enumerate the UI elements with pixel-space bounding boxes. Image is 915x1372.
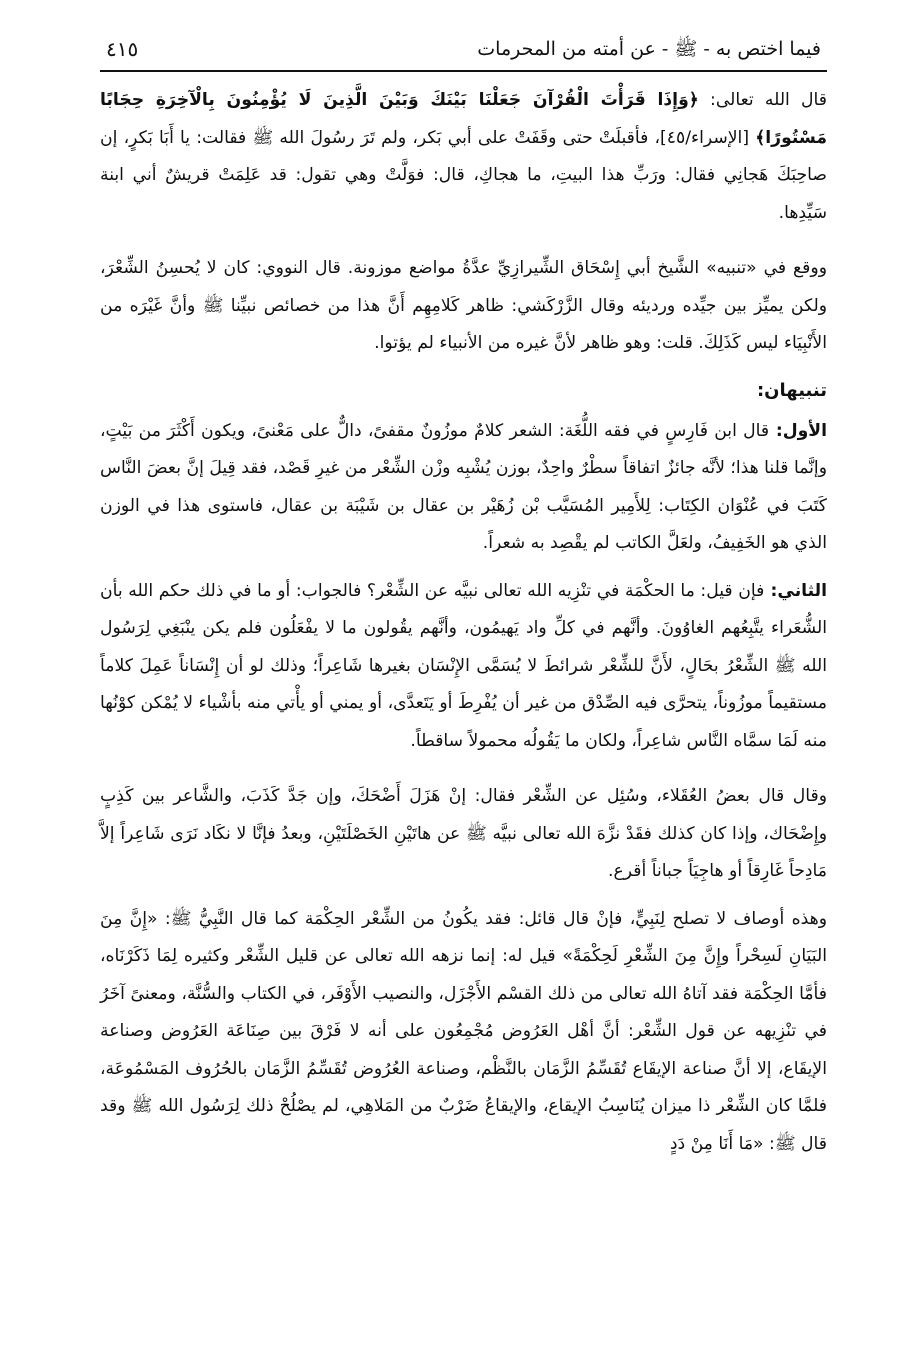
note-second	[100, 573, 827, 761]
page-number: ٤١٥	[106, 37, 139, 61]
header-divider	[100, 70, 827, 72]
quran-verse: ﴿وَإِذَا قَرَأْتَ الْقُرْآنَ جَعَلْنَا بَيْنَكَ وَبَيْنَ الَّذِينَ لَا يُؤْمِنُونَ بِالْآخِرَةِ حِجَابًا مَسْتُورًا﴾	[100, 90, 827, 148]
paragraph-wise-men: وقال قال بعضُ العُقَلاء، وسُئِل عن الشِّعْر فقال: إنْ هَزَلَ أَضْحَكَ، وإن جَدَّ كَذَبَ، والشَّاعر بين كَذِبٍ وإِضْحَاك، وإذا كان كذلك فقَدْ نزَّهَ الله تعالى نبيَّه ﷺ عن هاتَيْنِ الخَصْلَتَيْنِ، وبعدُ فإنَّا لا نكَاد نَرَى شَاعِراً إلاَّ مَادِحاً غَارِقاً أو هاجِيَاً جباناً أقرع.	[100, 786, 827, 881]
note-second-text: فإن قيل: ما الحكْمَة في تنْزِيه الله تعالى نبيَّه عن الشِّعْر؟ فالجواب: أو ما في ذلك حكم الله بأن الشُّعَراء يتَّبِعُهم الغاوُونَ. وأنَّهم في كلِّ واد يَهيمُون، وأنَّهم يقُولون ما لا يفْعَلُون فلم يكن ينْبَغِي لِرَسُول الله ﷺ الشِّعْرُ بحَالٍ، لأَنَّ للشِّعْر شرائطَ لا يُسَمَّى الإِنْسَان بغيرها شَاعِراً؛ وذلك لو أن إِنْسَاناً عَمِلَ كلاماً مستقيماً موزُوناً، يتحرَّى فيه الصِّدْق من غير أن يُفْرِطَ أو يَتَعدَّى، أو يمني أو يأْتي منه بأشْياء لا يُمْكن كوْنُها منه لَمَا سمَّاه النَّاس شاعِراً، ولكان ما يَقُولُه محمولاً ساقطاً.	[100, 580, 827, 751]
note-first	[100, 413, 827, 563]
paragraph-quran-verse	[100, 82, 827, 232]
paragraph-tanbih: ووقع في «تنبيه» الشَّيخ أبي إِسْحَاق الشِّيرازِيِّ عدَّةُ مواضع موزونة. قال النووي: كان لا يُحسِنُ الشِّعْرَ، ولكن يميِّز بين جيِّده ورديئه وقال الزَّرْكَشي: ظاهر كَلامِهِم أَنَّ هذا من خصائص نبيِّنا ﷺ وأنَّ غَيْرَه من الأَنْبِيَاء ليس كَذَلِكَ. قلت: وهو ظاهر لأنَّ غيره من الأنبياء لم يؤتوا.	[100, 258, 827, 353]
body-text	[100, 82, 827, 1163]
verse-intro: قال الله تعالى:	[698, 90, 827, 110]
note-first-text: قال ابن فَارِسٍ في فقه اللُّغَة: الشعر كلامٌ موزُونٌ مقفىً، دالٌّ على مَعْنىً، ويكون أَكْثَرَ من بَيْتٍ، وإنَّما قلنا هذا؛ لأنَّه جائزٌ اتفاقاً سطْرٌ واحِدٌ، بوزن يُشْبِه وزْن الشِّعْر من غيرِ قَصْد، فقد قِيلَ إنَّ بعضَ النَّاس كَتَبَ في عُنْوَان الكِتَاب: لِلأَمِير المُسَيَّب بْن زُهَيْر بن عقال بن شَيْبَة بن عقال، فاستوى هذا في الوزن الذي هو الخَفِيفُ، ولعَلَّ الكاتب لم يقْصِد به شعراً.	[100, 420, 827, 553]
section-heading: تنبيهان:	[756, 379, 827, 401]
note-first-label: الأول:	[769, 420, 827, 441]
paragraph-prosody: وهذه أوصاف لا تصلح لِنَبِيٍّ، فإنْ قال قائل: فقد يكُونُ من الشِّعْر الحِكْمَة كما قال النَّبِيُّ ﷺ: «إِنَّ مِنَ البَيَانِ لَسِحْراً وإِنَّ مِنَ الشِّعْرِ لَحِكْمَةً» قيل له: إنما نزهه الله تعالى عن قليل الشِّعْر وكثيره لِمَا ذَكَرْنَاه، فأمَّا الحِكْمَة فقد آتاهُ الله تعالى من ذلك القسْم الأَجْزَل، والنصيب الأَوْفَر، في الكتاب والسُّنَّة، ومعنىً آخَرُ في تنْزِيهه عن قول الشِّعْر: أنَّ أهْل العَرُوض مُجْمِعُون على أنه لا فَرْقَ بين صِنَاعَة العَرُوض وصناعة الإيقَاع، إلا أنَّ صناعة الإيقَاع تُقَسِّمُ الزَّمَان بالنَّظْم، وصناعة العُرُوض تُقَسِّمُ الزَّمَان بالحُرُوف المَسْمُوعَة، فلمَّا كان الشِّعْر ذا ميزان يُنَاسِبُ الإيقاع، والإيقاعُ ضَرْبٌ من المَلاهِي، لم يصْلُحْ ذلك لِرَسُول الله ﷺ وقد قال ﷺ: «مَا أَنَا مِنْ دَدٍ	[100, 908, 827, 1154]
header-title: فيما اختص به - ﷺ - عن أمته من المحرمات	[477, 38, 821, 60]
note-second-label: الثاني:	[764, 580, 827, 601]
verse-continuation: [الإسراء/٤٥]، فأقبلَتْ حتى وقَفَتْ على أبي بَكر، ولم تَرَ رسُولَ الله ﷺ فقالت: يا أَبَا بَكرٍ، إن صاحِبَكَ هَجانِي فقال: ورَبِّ هذا البيتِ، ما هجاكِ، قال: فوَلَّتْ وهي تقول: قد عَلِمَتْ قريشٌ أني ابنة سَيِّدِها.	[100, 127, 827, 223]
running-header	[100, 34, 827, 66]
